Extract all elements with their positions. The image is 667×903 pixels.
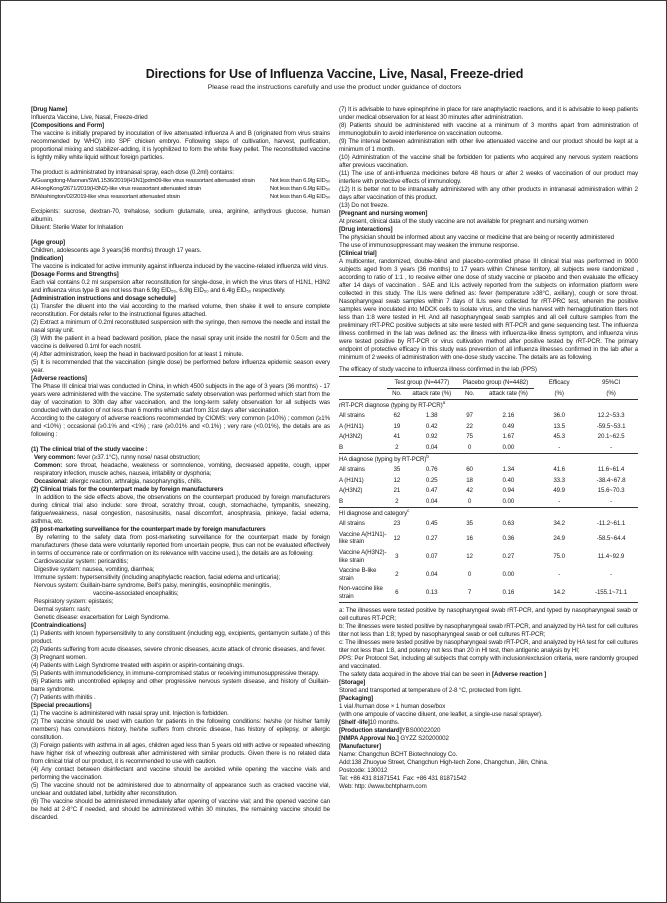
bold-label: Common: [34,462,63,469]
section-heading: [Drug Name] [31,106,68,113]
paragraph: (10) Administration of the vaccine shall be forbidden for patients who acquired any nervous system reactions after previous vaccination. [339,154,638,169]
table-cell: 0.76 [425,466,438,474]
table-cell: 12 [393,534,401,542]
page-subtitle: Please read the instructions carefully and use the product under guidance of doctors [207,84,462,91]
paragraph: (3) Foreign patients with asthma in all ages, children aged less than 5 years old with active or repeated wheezing have higher risk of wheezing outbreak after administered with similar products. Given there is no related data from clinical trial of our product, it is recommended to use with caution. [31,742,330,765]
paragraph: (4) Patients with Leigh Syndrome treated with aspirin or aspirin-containing drugs. [31,662,244,669]
paragraph: The vaccine is initially prepared by inoculation of live attenuated influenza A and B (originated from virus strains recommended by WHO) into SPF chicken embryo. Following steps of cultivation, harvest, purification, proportional mixing and stabilizer-adding, it is lyophilized to form the white fluey pellet. The reconstituted vaccine is lightly milky white liquid without foreign particles. [31,130,330,161]
table-cell: 0.47 [425,487,438,495]
table-cell: 97 [466,412,473,420]
table-cell: - [558,570,561,578]
paragraph: a: The illnesses were tested positive by nasopharyngeal swab rRT-PCR, and typed by nasopharyngeal swab or cell cultures RT-PCR; [339,607,638,623]
table-cell: 3 [395,552,399,560]
paragraph: (12) It is better not to be intranasally administered with any other products in intranasal administration within 2 days after vaccination of this product. [339,186,638,201]
paragraph: Name: Changchun BCHT Biotechnology Co. [339,751,458,759]
right-column-bottom [339,607,638,791]
table-group-test: Test group (N=4477) [387,377,457,389]
paragraph: vaccine-associated encephalitis; [93,590,179,597]
paragraph: The vaccine is indicated for active immunity against influenza induced by the vaccine-related influenza wild virus. [31,263,329,270]
paragraph: (2) Patients suffering from acute diseases, severe chronic diseases, acute attack of chronic diseases, and fever. [31,646,326,653]
paragraph: Stored and transported at temperature of 2-8 °C, protected from light. [339,687,522,695]
paragraph: (8) Patients should be administered with vaccine at a minimum of 3 months apart from administration of immunoglobulin to avoid interference on vaccination outcome. [339,122,638,137]
table-cell: - [610,498,613,506]
paragraph: (6) Patients with uncontrolled epilepsy and other progressive nervous system disease, and history of Guillain-barre syndrome. [31,678,330,693]
footnote-marker: c [407,507,410,513]
paragraph: Genetic disease: exacerbation for Leigh Syndrome. [34,614,170,621]
paragraph: b: The illnesses were tested positive by nasopharyngeal swab rRT-PCR, and analyzed by HA test for cell cultures titer not less than 1:8; typed by nasopharyngeal swab or cell cultures RT-PCR; [339,623,638,639]
table-cell: A(H3N2) [339,487,363,495]
paragraph: By referring to the safety data from post-marketing surveillance for the counterpart made by foreign manufacturers (these data were voluntarily reported from uncertain people, thus can not be evaluated effectively in terms of occurrence rate or confirmation on its relevance with vaccine used.), the details are as following: [31,534,330,557]
strain-name: A/Guangdong-Maonan/SWL1536/2019(H1N1)pdm09-like virus reassortant attenuated strain [31,178,255,184]
paragraph: Common: sore throat, headache, weakness or somnolence, vomiting, decreased appetite, cough, upper respiratory infection, muscle aches, nausea, irritability or dysphoria; [34,462,330,477]
table-row [339,432,638,443]
paragraph: Diluent: Sterile Water for Inhalation [31,224,124,231]
paragraph: Children, adolescents age 3 years(36 months) through 17 years. [31,247,202,254]
spacer [31,439,330,446]
paragraph: Influenza Vaccine, Live, Nasal, Freeze-dried [31,114,148,121]
paragraph: Nervous system: Guillain-barre syndrome, Bell's palsy, meningitis, eosinophilic meningitis, [34,582,271,589]
table-cell: Vaccine B-like strain [339,567,377,582]
table-cell: 75.0 [553,552,565,560]
table-cell: 45.3 [553,433,565,441]
section-heading: [Compositions and Form] [31,122,104,129]
paragraph: Postcode: 130012 [339,767,388,775]
paragraph: (7) It is advisable to have epinephrine in place for rare anaphylactic reactions, and it is advisable to keep patients under medical observation for at least 30 minutes after administration. [339,106,638,121]
paragraph: [NMPA Approval No.] GYZZ S20200002 [339,735,449,743]
paragraph: At present, clinical data of the study vaccine are not available for pregnant and nursing women [339,218,588,225]
spacer [31,162,330,169]
table-cell: 2 [395,498,399,506]
table-cell: -38.4~67.8 [596,476,626,484]
section-heading: (1) The clinical trial of the study vaccine : [31,446,148,453]
table-subheader: (%) [534,388,584,400]
paragraph: PPS: Per Protocol Set, including all subjects that comply with inclusion/exclusion criteria, were randomly grouped and vaccinated. [339,655,638,671]
table-subheader: No. [457,388,483,400]
table-cell: B [339,444,344,452]
paragraph: (1) Transfer the diluent into the vial according to the marked volume, then shake it well to ensure complete reconstitution. For details refer to the instructional figures attached. [31,303,330,318]
paragraph: (5) Patients with immunodeficiency, in immune-compromised status or receiving immunosuppressive therapy. [31,670,320,677]
section-heading: [Administration instructions and dosage schedule] [31,295,176,302]
right-column [339,106,638,822]
bold-label: [Shelf -life] [339,719,370,727]
table-cell: 0 [467,444,472,452]
table-cell: 0.63 [502,520,515,528]
table-row [339,421,638,432]
paragraph: The use of immunosuppressant may weaken the immune response. [339,242,520,249]
spacer [31,232,330,239]
paragraph: Web: http: //www.bchtpharm.com [339,783,427,791]
paragraph: Excipients: sucrose, dextran-70, trehalose, sodium glutamate, urea, arginine, anhydrous glucose, human albumin. [31,208,330,223]
section-heading: [Contraindications] [31,622,86,629]
table-row [339,584,638,603]
section-heading: (2) Clinical trials for the counterpart made by foreign manufacturers [31,486,224,493]
paragraph: Cardiovascular system: pericarditis; [34,558,129,565]
table-cell: 49.9 [553,487,565,495]
table-cell: 0 [467,570,472,578]
table-cell: 0.04 [425,498,438,506]
section-heading: [Clinical trial] [339,250,377,257]
strain-name: B/Washington/02/2019-like virus reassortant attenuated strain [31,194,180,200]
table-cell: 0.49 [502,422,515,430]
table-cell: 0.07 [425,552,438,560]
table-row [339,411,638,422]
strain-titer: Not less than 6.4lg EID₅₀ [269,194,330,200]
bold-label: [NMPA Approval No.] [339,735,399,743]
section-heading: [Special precautions] [31,702,92,709]
table-cell: 0.42 [425,422,438,430]
table-cell: All strains [339,466,365,474]
bold-label: Very common: [34,454,76,461]
table-cell: - [610,570,613,578]
table-cell: 12 [393,476,401,484]
table-subheader: attack rate (%) [482,388,534,400]
table-cell: A (H1N1) [339,422,364,430]
table-cell: 0.00 [502,570,515,578]
table-section-row [339,400,638,411]
paragraph: According to the category of adverse reactions recommended by CIOMS: very common (≥10%) ; common (≥1% and <10%) ; occasional (≥0.1% and <1%) ; rare (≥0.01% and <0.1%) ; very rare (<0.01%), the details are as following : [31,415,330,438]
paragraph: Digestive system: nausea, vomiting, diarrhea; [34,566,155,573]
table-cell: A(H3N2) [339,433,363,441]
table-cell: 22 [466,422,473,430]
strain-titer: Not less than 6.9lg EID₅₀ [269,178,330,184]
page-title: Directions for Use of Influenza Vaccine, Live, Nasal, Freeze-dried [145,67,524,81]
paragraph: Tel: +86 431 81871541 Fax: +86 431 81871542 [339,775,467,783]
table-cell: 35 [466,520,473,528]
table-subheader: (%) [584,388,638,400]
paragraph: (13) Do not freeze. [339,202,389,209]
section-heading: [Adverse reactions] [31,375,87,382]
table-cell: 0.40 [502,476,515,484]
table-cell [339,377,387,389]
table-cell: 1.67 [502,433,515,441]
paragraph: (11) The use of anti-influenza medicines before 48 hours or after 2 weeks of vaccination of our product may interfere with protective effects of immunology. [339,170,638,185]
table-cell: 0.27 [502,552,515,560]
table-cell: 60 [466,466,473,474]
table-cell: A (H1N1) [339,476,364,484]
table-cell: 15.6~70.3 [597,487,625,495]
table-cell: 18 [466,476,473,484]
paragraph: The product is administrated by intranasal spray, each dose (0.2ml) contains: [31,169,235,176]
table-section-label: HI diagnose and category$^c$ [339,508,638,519]
footnote-marker: b [426,453,429,459]
table-row [339,443,638,454]
bold-reference: [Adverse reaction ] [492,671,547,679]
table-cell: 33.3 [553,476,565,484]
table-cell: -59.5~53.1 [596,422,626,430]
strain-name: A/HongKong/2671/2019(H3N2)-like virus reassortant attenuated strain [31,186,201,192]
table-cell: Non-vaccine like strain [339,585,383,600]
paragraph: (5) The vaccine should not be administered due to abnormality of appearance such as cracked vaccine vial, unclear and outdated label, turbidity after reconstitution. [31,782,330,797]
paragraph: (3) Pregnant women. [31,654,87,661]
paragraph: (4) After administration, keep the head in backward position for at least 1 minute. [31,351,244,358]
paragraph: [Production standard]YBS00022020 [339,727,441,735]
two-column-body [31,106,638,822]
section-heading: [Manufacturer] [339,743,381,751]
strain-row [31,193,330,201]
section-heading: [Storage] [339,679,366,687]
table-cell: 14.2 [553,589,565,597]
efficacy-table [339,376,638,603]
table-cell: 0.13 [425,589,438,597]
table-cell: -155.1~71.1 [594,589,628,597]
table-cell: 12 [466,552,473,560]
table-row [339,548,638,566]
strain-row [31,185,330,193]
table-section-label: HA diagnose (typing by RT-PCR)$^b$ [339,454,638,465]
left-column [31,106,330,822]
paragraph: (2) Extract a minimum of 0.2ml reconstituted suspension with the syringe, then remove the needle and install the nasal spray unit. [31,319,330,334]
paragraph: Each vial contains 0.2 ml suspension after reconstitution for single-dose, in which the virus titers of H1N1, H3N2 and influenza virus type B are not less than 6.9lg EID₅₀, 6.9lg EID₅₀ and 6.4lg EID₅₀ respectively. [31,279,330,294]
paragraph: The safety data acquired in the above trial can be seen in [Adverse reaction ] [339,671,547,679]
table-row [339,475,638,486]
table-cell: 42 [466,487,473,495]
spacer [31,201,330,208]
table-cell: 41 [393,433,401,441]
paragraph: (7) Patients with rhinitis . [31,694,96,701]
paragraph: c: The illnesses were tested positive by nasopharyngeal swab rRT-PCR, and analyzed by HA test for cell cultures titer not less than 1:8, and potency not less than 20 in HI test, then antigenic analysis by HI; [339,639,638,655]
paragraph: The physician should be informed about any vaccine or medicine that are being or recently administered [339,234,614,241]
paragraph: (4) Any contact between disinfectant and vaccine should be avoided while opening the vaccine vials and performing the vaccination. [31,766,330,781]
table-cell: - [558,498,561,506]
table-cell: -11.2~61.1 [596,520,626,528]
table-cell: - [558,444,561,452]
footnote-marker: a [442,399,445,405]
table-cell: 0.16 [502,589,515,597]
table-subheader: No. [387,388,407,400]
table-cell: 21 [393,487,401,495]
table-cell: 36.0 [553,412,565,420]
paragraph: Respiratory system: epistaxis; [34,598,114,605]
paragraph: (6) The vaccine should be administered immediately after opening of vaccine vial; and the opened vaccine can be held at 2-8°C if needed, and should be administered within 30 minutes, the remaining vaccine should be discarded. [31,798,330,821]
paragraph: Add:138 Zhuoyue Street, Changchun High-tech Zone, Changchun, Jilin, China. [339,759,549,767]
table-cell: 13.5 [553,422,565,430]
right-column-top [339,106,638,362]
table-cell: 20.1~62.5 [597,433,625,441]
table-cell: B [339,498,344,506]
table-row [339,465,638,476]
paragraph: [Shelf -life]10 months. [339,719,400,727]
paragraph: (5) It is recommended that the vaccination (single dose) be performed before influenza epidemic season every year. [31,359,330,374]
table-cell: All strains [339,520,365,528]
table-cell: 0.27 [425,534,438,542]
paragraph: (9) The interval between administration with other live attenuated vaccine and our product should be kept at a minimum of 1 month. [339,138,638,153]
efficacy-table-header [339,377,638,400]
section-heading: [Age group] [31,239,65,246]
strain-titer: Not less than 6.9lg EID₅₀ [269,186,330,192]
table-cell: 7 [467,589,472,597]
table-cell: 35 [393,466,401,474]
section-heading: (3) post-marketing surveillance for the counterpart made by foreign manufacturers [31,526,266,533]
section-heading: [Dosage Forms and Strengths] [31,271,119,278]
table-section-label: rRT-PCR diagnose (typing by RT-PCR)$^a$ [339,400,638,411]
table-cell: - [610,444,613,452]
strain-row [31,177,330,185]
table-cell: Vaccine A(H3N2)-like strain [339,549,387,564]
section-heading: [Packaging] [339,695,373,703]
paragraph: A multicenter, randomized, double-blind and placebo-controlled phase III clinical trial was performed in 9000 subjects aged from 3 years (36 months) to 17 years within Chinese territory, all subjects were randomized , according to ratio of 1:1 , to receive either one dose of study vaccine or placebo and then evaluate the efficacy after 14 days of vaccination . SAE and ILIs actively reported from the subjects on information platform were collected in this study. The ILIs were defined as: fever (temperature ≥38°C, axillary), cough or sore throat. Nasopharyngeal swab samples within 7 days of ILIs were collected for rRT-PRC test, wherein the positive samples were inoculated into MDCK cells to isolate virus, and the virus harvest with hemagglutination titers not less than 1:8 were tested in HI. And all nasopharyngeal swab samples and all cell culture samples from the preliminary rRT-PRC positive subjects at site were tested with RT-PCR and gene sequencing test. The influenza illness confirmed in the lab was defined as: the illness with influenza-like illness symptom, and influenza virus were tested positive by RT-PCR or virus cultivation method after positive tested by rRT-PCR. The primary endpoint of protective efficacy in this study was prevention of all influenza illnesses confirmed in the lab after a minimum of 2 weeks of administration with one-dose study vaccine. The details are as following. [339,258,638,361]
table-cell: 0.94 [502,487,515,495]
table-cell: 62 [393,412,401,420]
table-cell: 16 [466,534,473,542]
table-cell: 0.25 [425,476,438,484]
table-cell: 41.6 [553,466,565,474]
table-cell: 12.2~53.3 [597,412,625,420]
paragraph: (3) With the patient in a head backward position, place the nasal spray unit inside the nostril for 0.5cm and the vaccine is delivered 0.1ml for each nostril. [31,335,330,350]
table-section-row [339,454,638,465]
section-heading: [Drug interactions] [339,226,393,233]
table-cell: 6 [395,589,399,597]
table-cell: 0.04 [425,570,438,578]
section-heading: [Pregnant and nursing women] [339,210,428,217]
table-cell: All strains [339,412,365,420]
table-cell: -58.5~64.4 [596,534,626,542]
table-group-placebo: Placebo group (N=4482) [457,377,535,389]
table-title: The efficacy of study vaccine to influenza illness confirmed in the lab (PPS) [339,366,537,373]
table-cell: 19 [393,422,401,430]
bold-label: [Production standard] [339,727,402,735]
table-row [339,519,638,530]
table-row [339,566,638,584]
table-cell: 23 [393,520,401,528]
table-row [339,497,638,508]
table-cell: 1.34 [502,466,515,474]
paragraph: (1) The vaccine is administered with nasal spray unit. Injection is forbidden. [31,710,229,717]
table-cell: 34.2 [553,520,565,528]
table-cell: 2 [395,444,399,452]
table-cell: 2.16 [502,412,515,420]
table-section-row [339,508,638,519]
bold-label: Occasional: [34,478,68,485]
paragraph: Dermal system: rash; [34,606,91,613]
section-heading: [Indication] [31,255,64,262]
paragraph: The Phase III clinical trial was conducted in China, in which 4500 subjects in the age of 3 years (36 months) - 17 years were administered with the vaccine. The systematic safety observation was performed which start from the day of vaccination to 30th day after vaccination, and the long-term safety observation for all subjects was conducted with duration of not less than 6 months which start from 31st days after vaccination. [31,383,330,414]
table-row [339,529,638,547]
table-cell: 11.4~92.9 [597,552,625,560]
table-cell: Vaccine A(H1N1)-like strain [339,530,387,546]
table-subheader: attack rate (%) [407,388,457,400]
table-cell: 0 [467,498,472,506]
paragraph: (1) Patients with known hypersensitivity to any constituent (including egg, excipients, gentamycin sulfate.) of this product. [31,630,330,645]
table-cell: 24.9 [553,534,565,542]
paragraph: Occasional: allergic reaction, arthralgia, nasopharyngitis, chills. [34,478,203,485]
table-cell: 11.6~61.4 [597,466,625,474]
table-cell: 0.04 [425,444,438,452]
table-cell: 1.38 [425,412,438,420]
table-cell: 2 [395,570,399,578]
paragraph: Immune system: hypersensitivity (including anaphylactic reaction, facial edema and urticaria); [34,574,281,581]
paragraph: 1 vial /human dose × 1 human dose/box [339,703,446,711]
table-row [339,486,638,497]
paragraph: (2) The vaccine should be used with caution for patients in the following conditions: he/she (or his/her family members) has convulsions history, he/she suffers from chronic disease, has history of epilepsy, or allergic constitution. [31,718,330,741]
table-col-efficacy: Efficacy [548,378,570,386]
table-cell: 0.00 [502,498,515,506]
table-cell [339,388,387,400]
table-cell: 0.00 [502,444,515,452]
table-cell: 0.45 [425,520,438,528]
paragraph: In addition to the side effects above, the observations on the counterpart produced by foreign manufacturers during clinical trial also include: sore throat, scratchy throat, cough, stomachache, tympanitis, sneezing, fatigue/weakness, nasal congestion, nasosinusitis, nasal discomfort, anosphrasia, pinkeye, facial edema, asthma, etc. [31,494,330,525]
table-cell: 75 [466,433,473,441]
table-col-ci: 95%CI [602,378,621,386]
table-cell: 0.36 [502,534,515,542]
table-cell: 0.92 [425,433,438,441]
paragraph: Very common: fever (≥37.1°C), runny nose/ nasal obstruction; [34,454,201,461]
paragraph: (with one ampoule of vaccine diluent, one leaflet, a single-use nasal sprayer). [339,711,543,719]
